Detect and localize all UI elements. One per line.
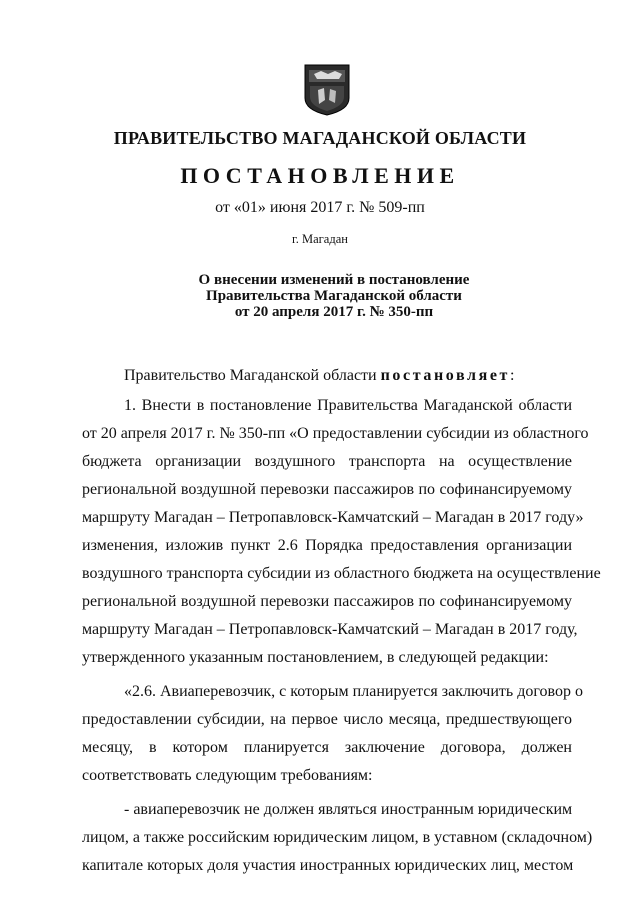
- body-line: соответствовать следующим требованиям:: [82, 767, 373, 784]
- preamble-colon: :: [510, 367, 515, 384]
- body-line: лицом, а также российским юридическим лицом, в уставном (складочном): [82, 829, 593, 846]
- document-type: ПОСТАНОВЛЕНИЕ: [180, 163, 460, 188]
- title-line: Правительства Магаданской области: [206, 288, 462, 304]
- body-line: региональной воздушной перевозки пассажиров по софинансируемому: [82, 481, 572, 498]
- body-line: «2.6. Авиаперевозчик, с которым планируется заключить договор о: [124, 683, 583, 700]
- body-line: изменения, изложив пункт 2.6 Порядка предоставления организации: [82, 537, 572, 554]
- preamble-verb: постановляет: [380, 367, 511, 384]
- body-line: бюджета организации воздушного транспорта на осуществление: [82, 453, 572, 470]
- body-line: - авиаперевозчик не должен являться иностранным юридическим: [124, 801, 573, 818]
- title-line: от 20 апреля 2017 г. № 350-пп: [234, 304, 434, 320]
- title-line: О внесении изменений в постановление: [198, 272, 470, 288]
- body-line: 1. Внести в постановление Правительства Магаданской области: [124, 397, 572, 414]
- preamble-text: Правительство Магаданской области: [124, 367, 377, 384]
- document-title: [14, 272, 640, 320]
- body-line: региональной воздушной перевозки пассажиров по софинансируемому: [82, 593, 572, 610]
- body-line: воздушного транспорта субсидии из областного бюджета на осуществление: [82, 565, 601, 582]
- document-date-number: от «01» июня 2017 г. № 509-пп: [215, 199, 425, 216]
- organization-name: ПРАВИТЕЛЬСТВО МАГАДАНСКОЙ ОБЛАСТИ: [113, 128, 527, 148]
- body-line: маршруту Магадан – Петропавловск-Камчатский – Магадан в 2017 году»: [82, 509, 584, 526]
- preamble: [124, 367, 514, 385]
- body-line: утвержденного указанным постановлением, в следующей редакции:: [82, 649, 549, 666]
- body-line: капитале которых доля участия иностранных юридических лиц, местом: [82, 857, 574, 874]
- document-city: г. Магадан: [292, 232, 348, 246]
- body-line: маршруту Магадан – Петропавловск-Камчатский – Магадан в 2017 году,: [82, 621, 578, 638]
- coat-of-arms-icon: [304, 64, 350, 116]
- body-line: месяцу, в котором планируется заключение договора, должен: [82, 739, 572, 756]
- body-line: предоставлении субсидии, на первое число месяца, предшествующего: [82, 711, 572, 728]
- body-line: от 20 апреля 2017 г. № 350-пп «О предоставлении субсидии из областного: [82, 425, 589, 442]
